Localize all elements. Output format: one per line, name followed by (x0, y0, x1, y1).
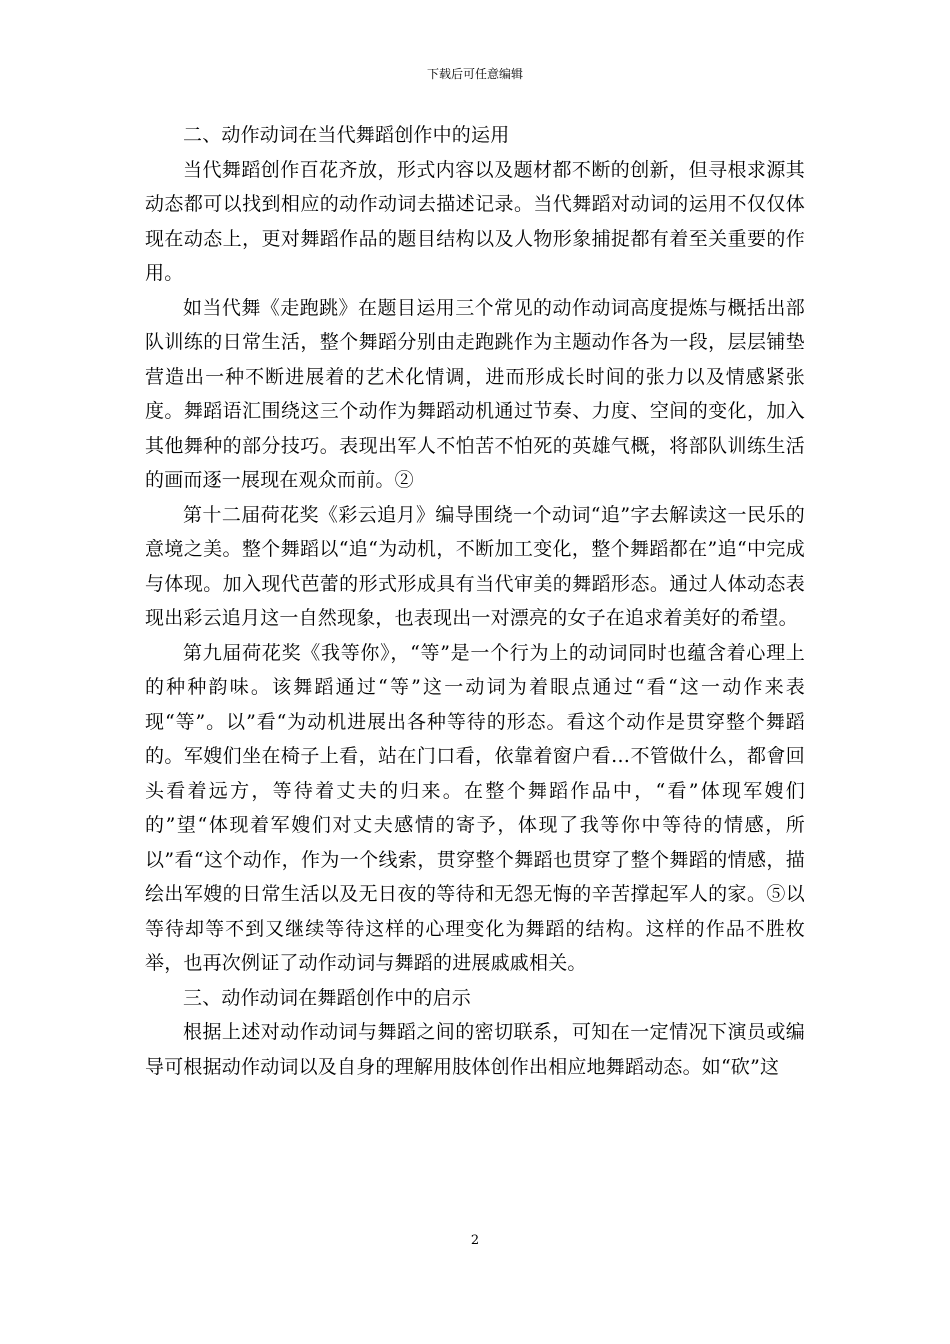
page-header: 下载后可任意编辑 (426, 67, 523, 81)
paragraph-inspiration: 根据上述对动作动词与舞蹈之间的密切联系，可知在一定情况下演员或编导可根据动作动词以及自身的理解用肢体创作出相应地舞蹈动态。如“砍”这 (145, 1021, 805, 1078)
paragraph-wo-deng-ni: 第九届荷花奖《我等你》，“等”是一个行为上的动词同时也蕴含着心理上的种种韵味。该舞蹈通过“等”这一动词为着眼点通过“看“这一动作来表现“等”。以”看“为动机进展出各种等待的形态。看这个动作是贯穿整个舞蹈的。军嫂们坐在椅子上看，站在门口看，依靠着窗户看…不管做什么，都會回头看着远方，等待着丈夫的归来。在整个舞蹈作品中，“看”体现军嫂们的”望“体现着军嫂们对丈夫感情的寄予，体现了我等你中等待的情感，所以”看“这个动作，作为一个线索，贯穿整个舞蹈也贯穿了整个舞蹈的情感，描绘出军嫂的日常生活以及无日夜的等待和无怨无悔的辛苦撑起军人的家。⑤以等待却等不到又继续等待这样的心理变化为舞蹈的结构。这样的作品不胜枚举，也再次例证了动作动词与舞蹈的进展戚戚相关。 (145, 641, 805, 974)
section-heading-2: 二、动作动词在当代舞蹈创作中的运用 (183, 124, 510, 146)
paragraph-zou-pao-tiao: 如当代舞《走跑跳》在题目运用三个常见的动作动词高度提炼与概括出部队训练的日常生活，整个舞蹈分别由走跑跳作为主题动作各为一段，层层铺垫营造出一种不断进展着的艺术化情调，进而形成长时间的张力以及情感紧张度。舞蹈语汇围绕这三个动作为舞蹈动机通过节奏、力度、空间的变化，加入其他舞种的部分技巧。表现出军人不怕苦不怕死的英雄气概，将部队训练生活的画而逐一展现在观众而前。② (145, 296, 805, 491)
paragraph-intro: 当代舞蹈创作百花齐放，形式内容以及题材都不断的创新，但寻根求源其动态都可以找到相应的动作动词去描述记录。当代舞蹈对动词的运用不仅仅体现在动态上，更对舞蹈作品的题目结构以及人物形象捕捉都有着至关重要的作用。 (145, 158, 805, 284)
document-body (145, 118, 805, 1084)
paragraph-cai-yun-zhui-yue: 第十二届荷花奖《彩云追月》编导围绕一个动词“追”字去解读这一民乐的意境之美。整个舞蹈以“追“为动机，不断加工变化，整个舞蹈都在”追“中完成与体现。加入现代芭蕾的形式形成具有当代审美的舞蹈形态。通过人体动态表现出彩云追月这一自然现象，也表现出一对漂亮的女子在追求着美好的希望。 (145, 503, 805, 629)
section-heading-3: 三、动作动词在舞蹈创作中的启示 (183, 986, 472, 1009)
page-number: 2 (470, 1233, 480, 1248)
